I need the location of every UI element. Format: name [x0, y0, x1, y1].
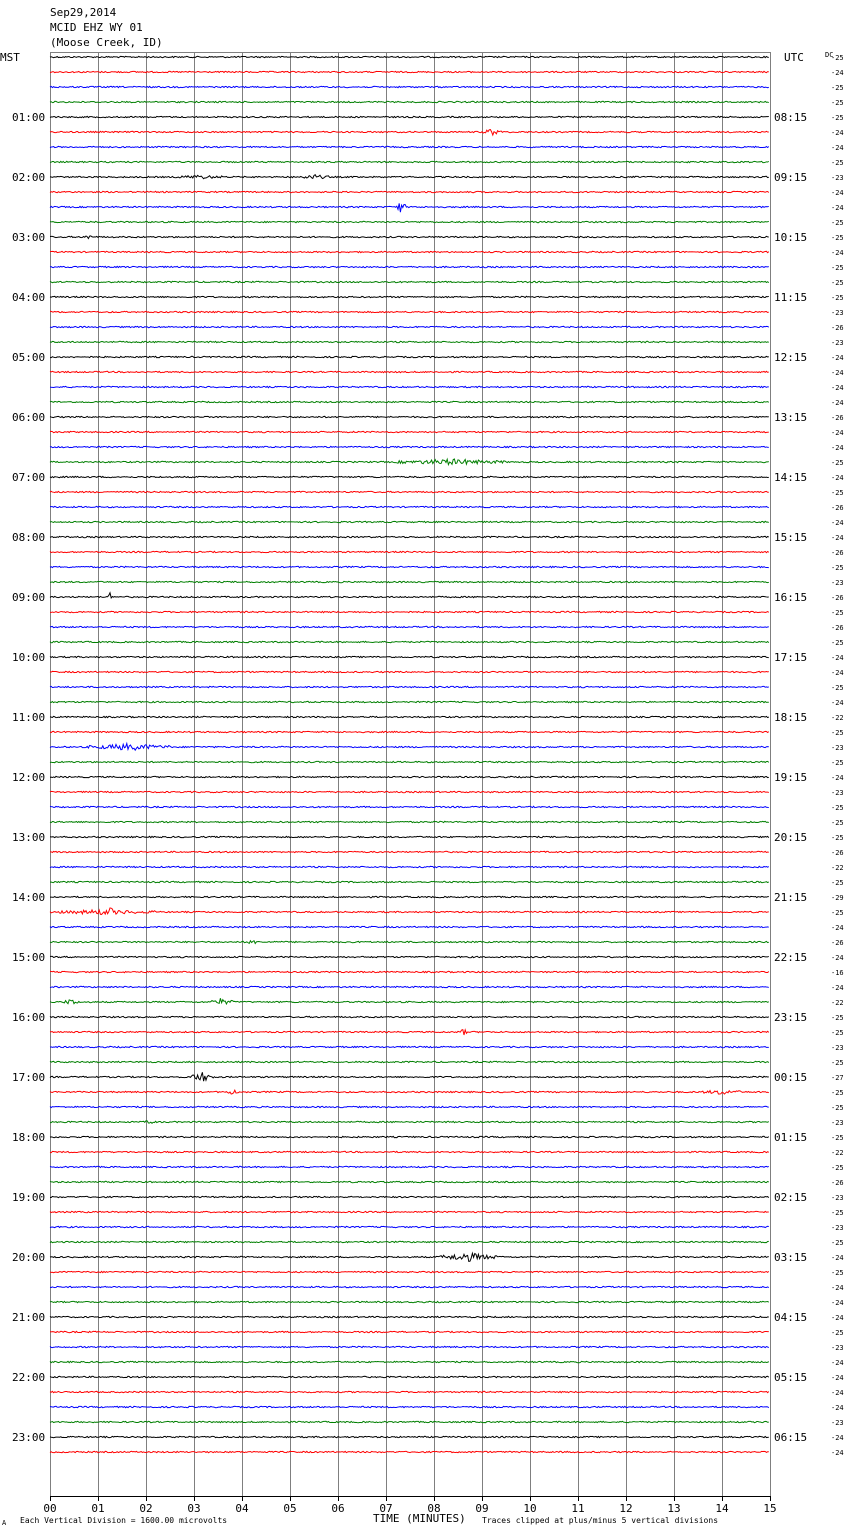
x-tick-label: 11	[571, 1502, 585, 1515]
seismic-trace	[50, 175, 769, 179]
seismic-trace	[50, 416, 769, 417]
left-hour-label: 09:00	[12, 591, 46, 604]
seismic-trace	[50, 686, 769, 687]
seismic-trace	[50, 536, 769, 537]
dc-offset-label: -23	[831, 1194, 844, 1202]
seismic-trace	[50, 1226, 769, 1227]
seismic-trace	[50, 806, 769, 807]
left-hour-labels	[12, 111, 45, 1444]
dc-offset-label: -25	[831, 1134, 844, 1142]
dc-offset-label: -25	[831, 1104, 844, 1112]
dc-offset-label: -24	[831, 924, 844, 932]
seismic-trace	[50, 656, 769, 657]
seismic-trace	[50, 1196, 769, 1197]
x-tick-label: 14	[715, 1502, 729, 1515]
seismic-trace	[50, 716, 769, 717]
seismic-trace	[50, 1166, 769, 1167]
seismic-trace	[50, 431, 769, 432]
seismic-trace	[50, 926, 769, 927]
dc-offset-label: -25	[831, 684, 844, 692]
dc-offset-label: -25	[831, 729, 844, 737]
x-tick-label: 03	[187, 1502, 201, 1515]
header-block	[50, 6, 163, 49]
dc-offset-label: -25	[831, 1269, 844, 1277]
seismic-trace	[50, 203, 769, 212]
seismic-trace	[50, 146, 769, 147]
dc-offset-label: -23	[831, 1044, 844, 1052]
seismic-trace	[50, 130, 769, 136]
seismic-trace	[50, 641, 769, 642]
dc-offset-label: -23	[831, 309, 844, 317]
x-tick-label: 06	[331, 1502, 345, 1515]
dc-offset-label: -25	[831, 84, 844, 92]
x-tick-label: 13	[667, 1502, 681, 1515]
dc-offset-label: -25	[831, 1089, 844, 1097]
seismic-trace	[50, 1181, 769, 1182]
dc-offset-label: -26	[831, 324, 844, 332]
seismic-trace	[50, 281, 769, 282]
seismic-trace	[50, 446, 769, 447]
dc-offset-label: -25	[831, 489, 844, 497]
dc-offset-label: -26	[831, 594, 844, 602]
seismic-trace	[50, 986, 769, 987]
seismic-trace	[50, 191, 769, 192]
left-hour-label: 21:00	[12, 1311, 46, 1324]
dc-offset-label: -26	[831, 849, 844, 857]
dc-offset-label: -24	[831, 669, 844, 677]
seismic-trace	[50, 1030, 769, 1035]
dc-offset-label: -23	[831, 579, 844, 587]
dc-offset-label: -25	[831, 1164, 844, 1172]
dc-offset-label: -25	[831, 294, 844, 302]
seismic-trace	[50, 761, 769, 762]
seismic-trace	[50, 1271, 769, 1272]
seismic-trace	[50, 998, 769, 1004]
seismic-trace	[50, 476, 769, 477]
dc-offset-label: -25	[831, 264, 844, 272]
right-hour-label: 16:15	[774, 591, 808, 604]
x-axis-title: TIME (MINUTES)	[373, 1512, 466, 1525]
right-hour-label: 14:15	[774, 471, 808, 484]
dc-offset-label: -25	[831, 1209, 844, 1217]
seismic-trace	[50, 56, 769, 57]
dc-offset-label: -23	[831, 789, 844, 797]
right-hour-label: 01:15	[774, 1131, 808, 1144]
seismic-trace	[50, 1301, 769, 1302]
seismic-trace	[50, 1241, 769, 1242]
x-tick-label: 02	[139, 1502, 153, 1515]
seismic-trace	[50, 791, 769, 792]
seismic-trace	[50, 1451, 769, 1452]
dc-offset-label: -23	[831, 1224, 844, 1232]
seismic-trace	[50, 71, 769, 72]
dc-offset-label: -24	[831, 1374, 844, 1382]
left-hour-label: 14:00	[12, 891, 46, 904]
seismic-trace	[50, 581, 769, 582]
seismic-trace	[50, 1316, 769, 1317]
right-hour-label: 03:15	[774, 1251, 808, 1264]
dc-offset-label: -24	[831, 1449, 844, 1457]
left-hour-label: 19:00	[12, 1191, 46, 1204]
dc-offset-label: -24	[831, 1359, 844, 1367]
dc-offset-label: -23	[831, 1344, 844, 1352]
x-tick-label: 07	[379, 1502, 393, 1515]
dc-offset-label: -24	[831, 1284, 844, 1292]
right-hour-label: 11:15	[774, 291, 808, 304]
dc-offset-label: -25	[831, 609, 844, 617]
seismic-trace	[50, 1061, 769, 1062]
right-hour-label: 18:15	[774, 711, 808, 724]
dc-offset-label: -25	[831, 1239, 844, 1247]
scale-note: Each Vertical Division = 1600.00 microvolts	[20, 1516, 228, 1525]
left-hour-label: 03:00	[12, 231, 46, 244]
right-hour-label: 20:15	[774, 831, 808, 844]
seismic-trace	[50, 311, 769, 312]
seismic-trace	[50, 356, 769, 357]
dc-offset-label: -27	[831, 1074, 844, 1082]
seismic-trace	[50, 251, 769, 252]
seismic-trace	[50, 896, 769, 897]
seismic-trace	[50, 491, 769, 492]
right-hour-label: 02:15	[774, 1191, 808, 1204]
dc-offset-label: -24	[831, 399, 844, 407]
dc-offset-label: -25	[831, 159, 844, 167]
dc-offset-label: -25	[831, 54, 844, 62]
right-hour-label: 10:15	[774, 231, 808, 244]
dc-offset-label: -24	[831, 429, 844, 437]
dc-offset-label: -26	[831, 549, 844, 557]
dc-offset-label: -24	[831, 519, 844, 527]
dc-offset-label: -25	[831, 219, 844, 227]
seismic-trace	[50, 851, 769, 852]
footer	[2, 1512, 718, 1527]
right-hour-label: 06:15	[774, 1431, 808, 1444]
dc-offset-label: -24	[831, 1434, 844, 1442]
dc-offset-label: -26	[831, 504, 844, 512]
left-hour-label: 15:00	[12, 951, 46, 964]
dc-offset-label: -26	[831, 414, 844, 422]
dc-offset-label: -24	[831, 69, 844, 77]
dc-offset-label: -24	[831, 1254, 844, 1262]
seismic-trace	[50, 1286, 769, 1287]
left-hour-label: 20:00	[12, 1251, 46, 1264]
right-hour-labels	[774, 111, 807, 1444]
dc-offset-label: -24	[831, 1314, 844, 1322]
seismic-trace	[50, 371, 769, 372]
seismic-trace	[50, 881, 769, 882]
dc-offset-label: -23	[831, 339, 844, 347]
seismic-trace	[50, 326, 769, 327]
dc-offset-label: -25	[831, 879, 844, 887]
dc-offset-label: -24	[831, 774, 844, 782]
dc-offset-label: -24	[831, 954, 844, 962]
dc-offset-label: -25	[831, 1014, 844, 1022]
right-hour-label: 00:15	[774, 1071, 808, 1084]
x-tick-label: 00	[43, 1502, 57, 1515]
x-tick-label: 08	[427, 1502, 441, 1515]
dc-offset-label: -24	[831, 369, 844, 377]
right-hour-label: 05:15	[774, 1371, 808, 1384]
left-hour-label: 22:00	[12, 1371, 46, 1384]
dc-offset-label: -25	[831, 909, 844, 917]
seismic-trace	[50, 266, 769, 267]
seismic-trace	[50, 116, 769, 117]
left-hour-label: 13:00	[12, 831, 46, 844]
seismic-trace	[50, 908, 769, 915]
x-tick-label: 01	[91, 1502, 105, 1515]
seismic-trace	[50, 459, 769, 465]
seismic-trace	[50, 566, 769, 567]
dc-offset-label: -24	[831, 1404, 844, 1412]
seismic-trace	[50, 1421, 769, 1422]
corner-mark: A	[2, 1519, 7, 1527]
right-timezone-label: UTC	[784, 51, 804, 64]
dc-offset-label: -24	[831, 189, 844, 197]
dc-offset-label: -25	[831, 99, 844, 107]
seismic-trace	[50, 161, 769, 162]
dc-offset-label: -25	[831, 1059, 844, 1067]
left-hour-label: 07:00	[12, 471, 46, 484]
seismic-trace	[50, 341, 769, 342]
seismic-trace	[50, 551, 769, 552]
dc-offset-label: -25	[831, 639, 844, 647]
dc-offset-label: -23	[831, 174, 844, 182]
seismic-trace	[50, 1046, 769, 1047]
seismic-trace	[50, 1072, 769, 1081]
seismic-trace	[50, 1391, 769, 1392]
seismic-trace	[50, 701, 769, 702]
seismic-trace	[50, 626, 769, 627]
dc-offset-label: -25	[831, 279, 844, 287]
dc-offset-label: -25	[831, 114, 844, 122]
dc-offset-label: -29	[831, 894, 844, 902]
dc-offset-label: -24	[831, 534, 844, 542]
dc-offset-label: -25	[831, 819, 844, 827]
dc-offset-label: -24	[831, 474, 844, 482]
seismic-trace	[50, 1346, 769, 1347]
seismic-trace	[50, 401, 769, 402]
left-hour-label: 12:00	[12, 771, 46, 784]
left-hour-label: 04:00	[12, 291, 46, 304]
dc-offset-label: -24	[831, 654, 844, 662]
left-hour-label: 17:00	[12, 1071, 46, 1084]
seismic-trace	[50, 956, 769, 957]
header-date: Sep29,2014	[50, 6, 117, 19]
right-hour-label: 19:15	[774, 771, 808, 784]
dc-offset-label: -24	[831, 354, 844, 362]
seismic-trace	[50, 611, 769, 612]
seismic-trace	[50, 731, 769, 732]
seismic-trace	[50, 1121, 769, 1124]
left-hour-label: 06:00	[12, 411, 46, 424]
seismic-trace	[50, 1406, 769, 1407]
seismic-trace	[50, 1376, 769, 1377]
seismic-trace	[50, 1211, 769, 1212]
seismic-trace	[50, 236, 769, 239]
seismic-trace	[50, 941, 769, 944]
seismic-trace	[50, 1090, 769, 1094]
dc-offset-label: -24	[831, 129, 844, 137]
seismic-trace	[50, 1016, 769, 1017]
left-hour-label: 11:00	[12, 711, 46, 724]
x-tick-label: 12	[619, 1502, 633, 1515]
left-hour-label: 02:00	[12, 171, 46, 184]
dc-offset-label: -25	[831, 234, 844, 242]
dc-offset-label: -25	[831, 459, 844, 467]
x-tick-label: 15	[763, 1502, 777, 1515]
seismic-trace	[50, 1331, 769, 1332]
seismic-trace	[50, 1151, 769, 1152]
seismic-trace	[50, 221, 769, 222]
dc-offset-label: -22	[831, 714, 844, 722]
dc-offset-label: -26	[831, 939, 844, 947]
left-hour-label: 18:00	[12, 1131, 46, 1144]
dc-offset-labels	[831, 54, 844, 1457]
dc-offset-label: -24	[831, 1299, 844, 1307]
dc-label: DC	[825, 51, 834, 59]
seismic-trace	[50, 593, 769, 598]
dc-offset-label: -25	[831, 1329, 844, 1337]
seismic-trace	[50, 971, 769, 972]
seismic-trace	[50, 1136, 769, 1137]
right-hour-label: 22:15	[774, 951, 808, 964]
grid-layer	[50, 52, 771, 1496]
x-tick-label: 09	[475, 1502, 489, 1515]
dc-offset-label: -26	[831, 624, 844, 632]
dc-offset-label: -24	[831, 984, 844, 992]
right-hour-label: 08:15	[774, 111, 808, 124]
right-hour-label: 04:15	[774, 1311, 808, 1324]
dc-offset-label: -23	[831, 1119, 844, 1127]
seismic-trace	[50, 866, 769, 867]
dc-offset-label: -24	[831, 249, 844, 257]
left-hour-label: 01:00	[12, 111, 46, 124]
right-hour-label: 12:15	[774, 351, 808, 364]
dc-offset-label: -22	[831, 864, 844, 872]
seismic-trace	[50, 744, 769, 751]
right-hour-label: 15:15	[774, 531, 808, 544]
dc-offset-label: -25	[831, 1029, 844, 1037]
seismic-trace	[50, 521, 769, 522]
dc-offset-label: -25	[831, 834, 844, 842]
left-hour-label: 08:00	[12, 531, 46, 544]
seismic-trace	[50, 1361, 769, 1362]
right-hour-label: 13:15	[774, 411, 808, 424]
dc-offset-label: -22	[831, 999, 844, 1007]
dc-offset-label: -24	[831, 144, 844, 152]
left-hour-label: 10:00	[12, 651, 46, 664]
right-hour-label: 23:15	[774, 1011, 808, 1024]
seismic-trace	[50, 1253, 769, 1261]
dc-offset-label: -22	[831, 1149, 844, 1157]
right-hour-label: 17:15	[774, 651, 808, 664]
clip-note: Traces clipped at plus/minus 5 vertical divisions	[482, 1516, 719, 1525]
trace-layer	[50, 56, 769, 1452]
x-tick-label: 04	[235, 1502, 249, 1515]
seismic-trace	[50, 836, 769, 837]
left-hour-label: 16:00	[12, 1011, 46, 1024]
x-tick-label: 05	[283, 1502, 297, 1515]
dc-offset-label: -23	[831, 744, 844, 752]
dc-offset-label: -24	[831, 384, 844, 392]
dc-offset-label: -24	[831, 444, 844, 452]
left-hour-label: 23:00	[12, 1431, 46, 1444]
dc-offset-label: -24	[831, 1389, 844, 1397]
dc-offset-label: -25	[831, 564, 844, 572]
seismic-trace	[50, 101, 769, 102]
header-location: (Moose Creek, ID)	[50, 36, 163, 49]
x-tick-label: 10	[523, 1502, 537, 1515]
left-timezone-label: MST	[0, 51, 20, 64]
seismic-trace	[50, 86, 769, 87]
seismic-trace	[50, 506, 769, 507]
seismic-trace	[50, 386, 769, 387]
dc-offset-label: -24	[831, 699, 844, 707]
dc-offset-label: -16	[831, 969, 844, 977]
dc-offset-label: -23	[831, 1419, 844, 1427]
seismic-trace	[50, 1106, 769, 1107]
dc-offset-label: -25	[831, 759, 844, 767]
seismic-trace	[50, 296, 769, 297]
dc-offset-label: -25	[831, 804, 844, 812]
seismic-trace	[50, 821, 769, 822]
seismic-trace	[50, 671, 769, 672]
seismic-trace	[50, 776, 769, 777]
right-hour-label: 21:15	[774, 891, 808, 904]
right-hour-label: 09:15	[774, 171, 808, 184]
left-hour-label: 05:00	[12, 351, 46, 364]
dc-offset-label: -26	[831, 1179, 844, 1187]
header-station: MCID EHZ WY 01	[50, 21, 143, 34]
seismic-trace	[50, 1436, 769, 1437]
dc-offset-label: -24	[831, 204, 844, 212]
